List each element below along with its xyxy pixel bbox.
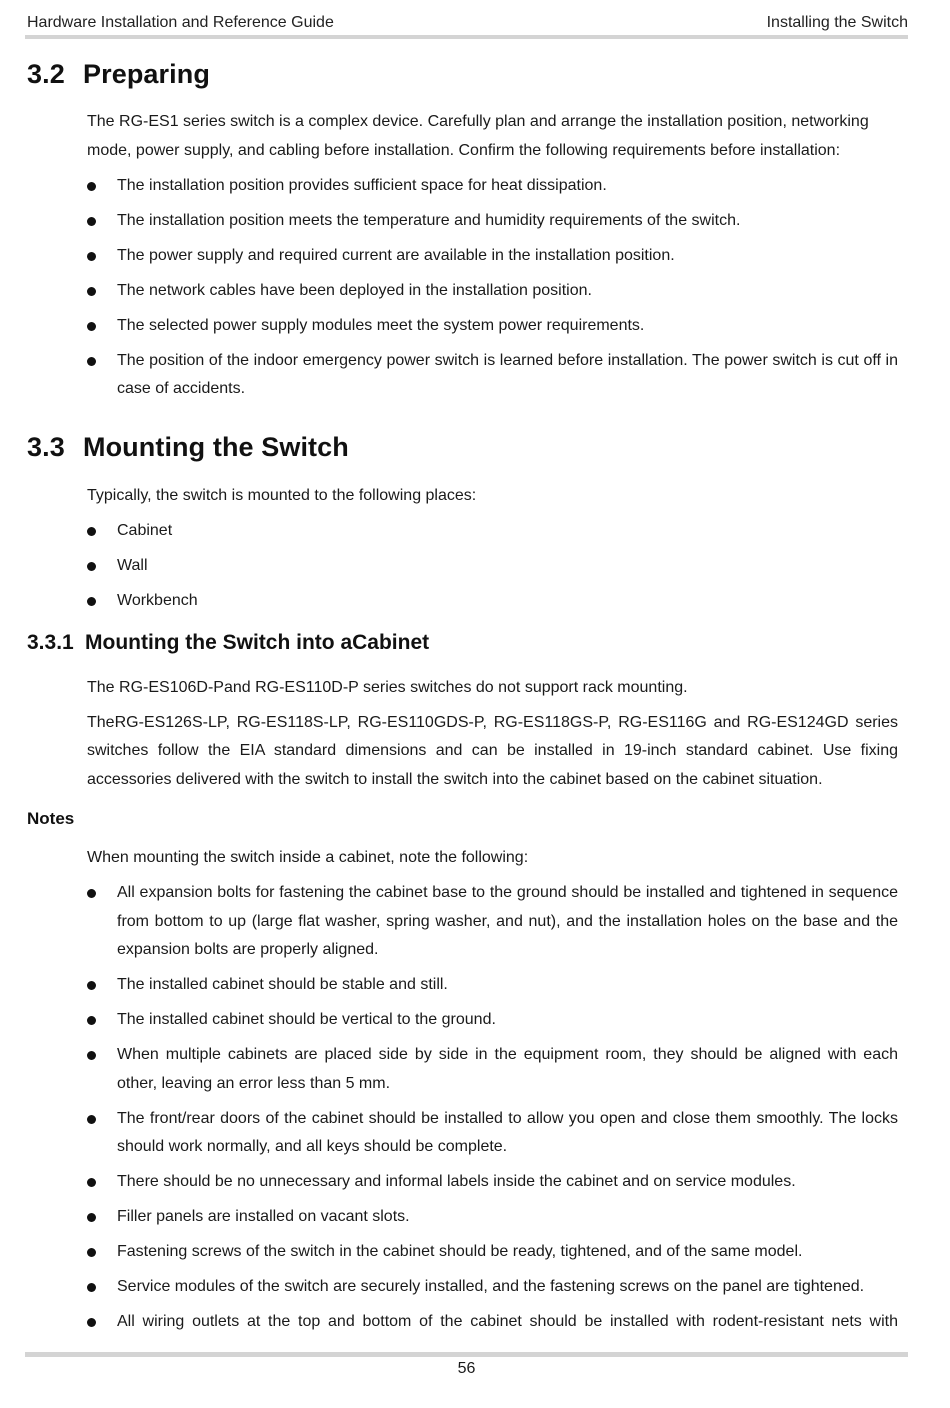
section-3-3-1-para-2: TheRG-ES126S-LP, RG-ES118S-LP, RG-ES110GDS-P, RG-ES118GS-P, RG-ES116G and RG-ES124GD series switches follow the EIA standard dimensions and can be installed in 19-inch standard cabinet. Use fixing accessories delivered with the switch to install the switch into the cabinet based on the cabinet situation. — [87, 713, 898, 788]
section-number: 3.2 — [27, 59, 65, 89]
bullet-icon — [87, 597, 96, 606]
header-divider — [25, 35, 908, 39]
section-3-3-1-heading — [27, 628, 898, 658]
bullet-icon — [87, 252, 96, 261]
list-item: The installed cabinet should be vertical to the ground. — [117, 1006, 898, 1035]
mounting-places-list — [27, 517, 898, 616]
list-item: All wiring outlets at the top and bottom of the cabinet should be installed with rodent-resistant nets with — [117, 1308, 898, 1337]
bullet-icon — [87, 1318, 96, 1327]
section-3-2-intro: The RG-ES1 series switch is a complex device. Carefully plan and arrange the installation position, networking mode, power supply, and cabling before installation. Confirm the following requirements before installation: — [87, 113, 869, 159]
list-item: Filler panels are installed on vacant slots. — [117, 1203, 898, 1232]
bullet-icon — [87, 889, 96, 898]
bullet-icon — [87, 527, 96, 536]
section-title: Mounting the Switch — [83, 431, 349, 462]
list-item: The selected power supply modules meet the system power requirements. — [117, 312, 898, 341]
page-number: 56 — [457, 1360, 476, 1377]
footer-divider — [25, 1352, 908, 1357]
bullet-icon — [87, 287, 96, 296]
header-document-title: Hardware Installation and Reference Guide — [27, 14, 334, 31]
bullet-icon — [87, 1016, 96, 1025]
bullet-icon — [87, 1051, 96, 1060]
notes-list — [27, 879, 898, 1337]
list-item: Wall — [117, 552, 898, 581]
list-item: When multiple cabinets are placed side by side in the equipment room, they should be aligned with each other, leaving an error less than 5 mm. — [117, 1041, 898, 1098]
list-item: Workbench — [117, 587, 898, 616]
list-item: The position of the indoor emergency power switch is learned before installation. The power switch is cut off in case of accidents. — [117, 347, 898, 404]
notes-heading: Notes — [27, 809, 75, 828]
bullet-icon — [87, 182, 96, 191]
list-item: Cabinet — [117, 517, 898, 546]
list-item: Service modules of the switch are securely installed, and the fastening screws on the panel are tightened. — [117, 1273, 898, 1302]
list-item: The front/rear doors of the cabinet should be installed to allow you open and close them smoothly. The locks should work normally, and all keys should be complete. — [117, 1105, 898, 1162]
section-3-3-heading — [27, 428, 898, 466]
bullet-icon — [87, 217, 96, 226]
list-item: The installation position meets the temperature and humidity requirements of the switch. — [117, 207, 898, 236]
list-item: There should be no unnecessary and informal labels inside the cabinet and on service modules. — [117, 1168, 898, 1197]
header-chapter-title: Installing the Switch — [766, 14, 908, 31]
preparing-requirements-list — [27, 172, 898, 404]
section-3-3-1-para-1: The RG-ES106D-Pand RG-ES110D-P series switches do not support rack mounting. — [87, 679, 688, 696]
bullet-icon — [87, 1248, 96, 1257]
section-3-2-heading — [27, 55, 898, 93]
list-item: The power supply and required current are available in the installation position. — [117, 242, 898, 271]
list-item: The installation position provides sufficient space for heat dissipation. — [117, 172, 898, 201]
bullet-icon — [87, 562, 96, 571]
list-item: The network cables have been deployed in the installation position. — [117, 277, 898, 306]
list-item: The installed cabinet should be stable and still. — [117, 971, 898, 1000]
bullet-icon — [87, 1283, 96, 1292]
section-title: Mounting the Switch into aCabinet — [85, 631, 430, 654]
list-item: Fastening screws of the switch in the cabinet should be ready, tightened, and of the same model. — [117, 1238, 898, 1267]
page-content — [27, 55, 898, 1337]
bullet-icon — [87, 981, 96, 990]
section-number: 3.3.1 — [27, 631, 74, 654]
section-3-3-intro: Typically, the switch is mounted to the following places: — [87, 486, 477, 504]
notes-intro: When mounting the switch inside a cabinet, note the following: — [87, 849, 529, 866]
bullet-icon — [87, 1178, 96, 1187]
bullet-icon — [87, 1115, 96, 1124]
section-title: Preparing — [83, 59, 210, 89]
section-number: 3.3 — [27, 431, 65, 462]
bullet-icon — [87, 1213, 96, 1222]
bullet-icon — [87, 357, 96, 366]
list-item: All expansion bolts for fastening the cabinet base to the ground should be installed and tightened in sequence from bottom to up (large flat washer, spring washer, and nut), and the installation holes on the base and the expansion bolts are properly aligned. — [117, 879, 898, 965]
bullet-icon — [87, 322, 96, 331]
